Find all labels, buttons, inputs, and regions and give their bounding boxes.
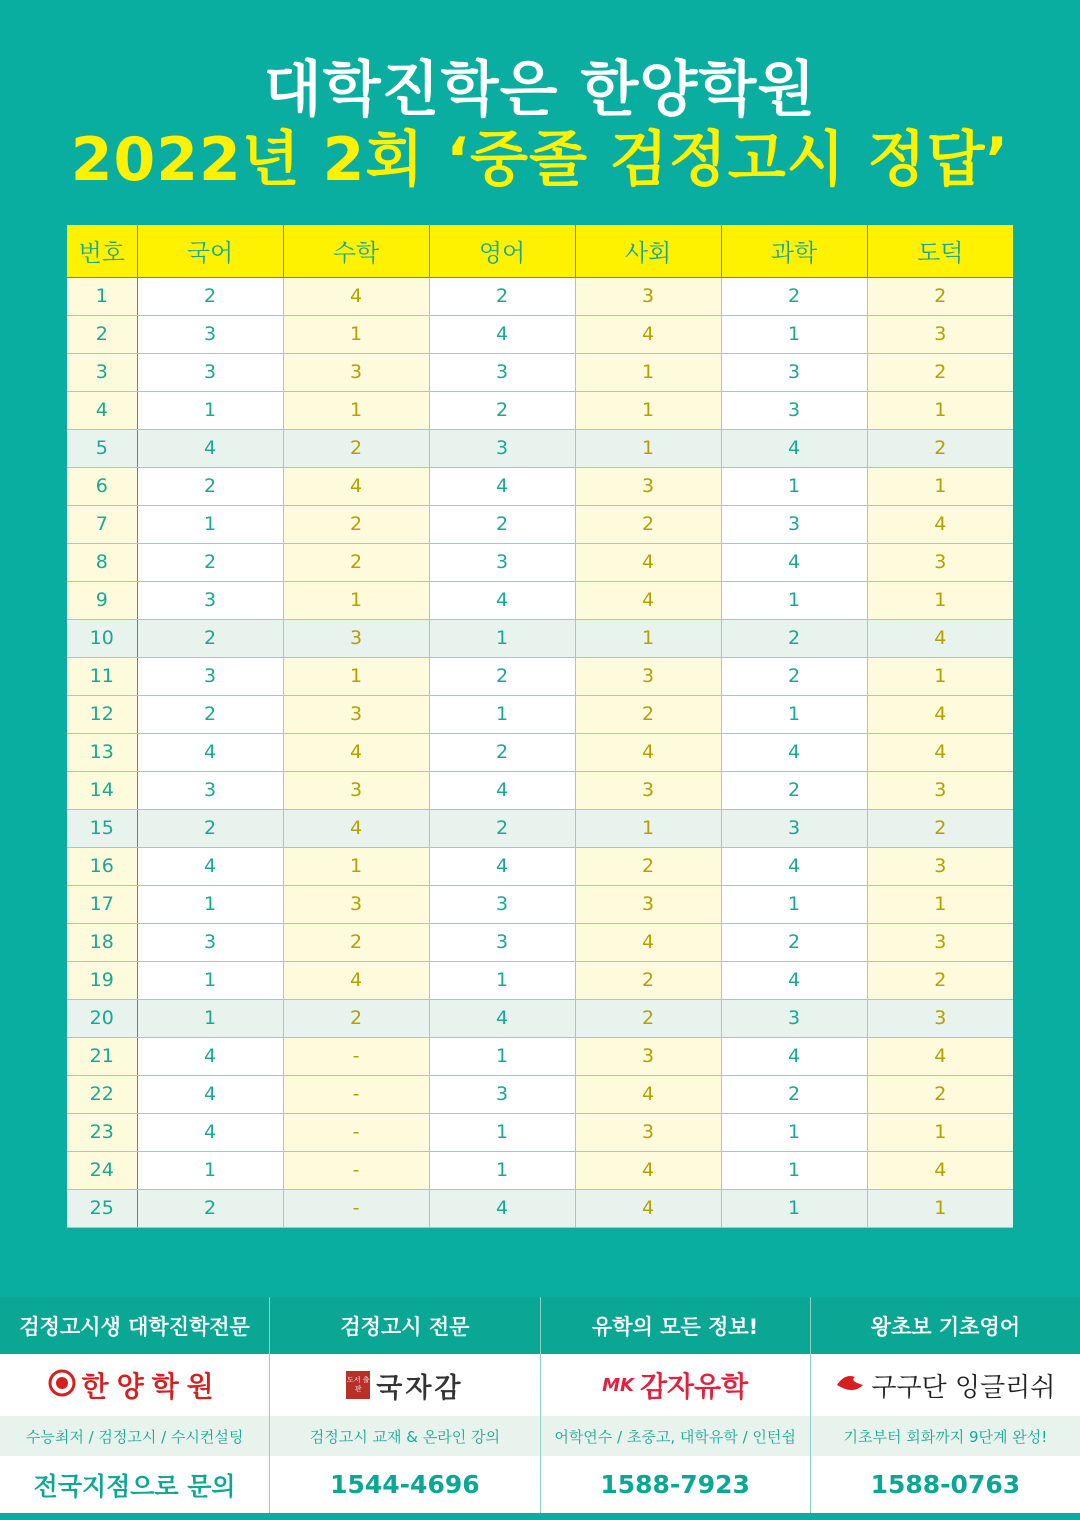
footer-desc: 기초부터 회화까지 9단계 완성! [811, 1416, 1080, 1456]
answer-cell: 3 [429, 429, 575, 467]
question-number: 23 [67, 1113, 137, 1151]
answer-cell: 3 [137, 657, 283, 695]
table-row [67, 1151, 1013, 1189]
answer-cell: 3 [575, 657, 721, 695]
answer-cell: 2 [137, 277, 283, 315]
answer-cell: 1 [575, 353, 721, 391]
question-number: 25 [67, 1189, 137, 1227]
answer-cell: 3 [867, 847, 1013, 885]
header-english: 영어 [429, 225, 575, 277]
answer-cell: 2 [137, 543, 283, 581]
answer-cell: 3 [283, 695, 429, 733]
table-row [67, 1037, 1013, 1075]
answer-cell: - [283, 1189, 429, 1227]
question-number: 6 [67, 467, 137, 505]
answer-cell: 2 [429, 277, 575, 315]
answer-cell: 4 [721, 733, 867, 771]
answer-cell: 1 [575, 429, 721, 467]
header-math: 수학 [283, 225, 429, 277]
answer-cell: - [283, 1075, 429, 1113]
answer-cell: 4 [575, 1151, 721, 1189]
question-number: 9 [67, 581, 137, 619]
footer-phone: 1588-0763 [811, 1456, 1080, 1513]
table-row [67, 733, 1013, 771]
hanyang-logo-text: 한양학원 [81, 1370, 222, 1403]
answer-cell: 1 [137, 1151, 283, 1189]
hanyang-logo [0, 1354, 269, 1416]
answer-cell: 3 [867, 315, 1013, 353]
answer-cell: 2 [867, 1075, 1013, 1113]
answer-cell: 1 [867, 1189, 1013, 1227]
answer-cell: 1 [429, 961, 575, 999]
answer-cell: 1 [283, 315, 429, 353]
table-row [67, 809, 1013, 847]
answer-cell: 2 [429, 657, 575, 695]
table-row [67, 315, 1013, 353]
table-row [67, 353, 1013, 391]
answer-cell: 2 [283, 543, 429, 581]
answer-cell: 2 [867, 809, 1013, 847]
answer-cell: 2 [429, 809, 575, 847]
answer-cell: 2 [137, 1189, 283, 1227]
answer-cell: 2 [429, 505, 575, 543]
answer-cell: 3 [721, 999, 867, 1037]
bottom-bar [0, 1513, 1080, 1520]
gamja-logo-text: 감자유학 [639, 1370, 749, 1403]
table-row [67, 961, 1013, 999]
table-header-row [67, 225, 1013, 277]
answer-cell: 1 [137, 885, 283, 923]
answer-cell: 3 [721, 809, 867, 847]
question-number: 7 [67, 505, 137, 543]
bird-icon [835, 1371, 865, 1399]
answer-cell: 3 [429, 885, 575, 923]
gamja-logo [541, 1354, 810, 1416]
answer-cell: 1 [137, 961, 283, 999]
table-row [67, 391, 1013, 429]
answer-cell: 3 [429, 543, 575, 581]
seal-icon: 도서 출판 [346, 1371, 370, 1399]
question-number: 19 [67, 961, 137, 999]
answer-cell: 3 [137, 315, 283, 353]
gugudan-logo [811, 1354, 1080, 1416]
footer-col-gugudan [811, 1297, 1080, 1513]
question-number: 4 [67, 391, 137, 429]
answer-cell: 4 [137, 1037, 283, 1075]
answer-cell: 3 [429, 923, 575, 961]
answer-cell: 3 [429, 1075, 575, 1113]
question-number: 18 [67, 923, 137, 961]
footer-heading: 왕초보 기초영어 [811, 1297, 1080, 1354]
footer-desc: 어학연수 / 초중고, 대학유학 / 인턴쉽 [541, 1416, 810, 1456]
answer-cell: 1 [575, 391, 721, 429]
answer-cell: 1 [283, 847, 429, 885]
answer-cell: 4 [429, 467, 575, 505]
gugudan-logo-text: 구구단 잉글리쉬 [871, 1372, 1056, 1403]
answer-cell: 3 [867, 543, 1013, 581]
answer-cell: 4 [137, 1075, 283, 1113]
answer-cell: 4 [429, 771, 575, 809]
answer-cell: 2 [867, 961, 1013, 999]
answer-cell: 4 [575, 923, 721, 961]
answer-cell: 3 [867, 923, 1013, 961]
answer-cell: 1 [721, 1113, 867, 1151]
answer-cell: 4 [429, 581, 575, 619]
answer-cell: 4 [867, 695, 1013, 733]
page-title: 대학진학은 한양학원 [263, 55, 817, 125]
header-number: 번호 [67, 225, 137, 277]
answer-cell: 2 [721, 619, 867, 657]
answer-cell: 2 [721, 657, 867, 695]
answer-cell: 2 [283, 923, 429, 961]
answer-cell: 4 [575, 581, 721, 619]
answer-cell: 4 [429, 315, 575, 353]
answer-cell: 3 [283, 771, 429, 809]
table-row [67, 429, 1013, 467]
answer-cell: 3 [575, 467, 721, 505]
header-korean: 국어 [137, 225, 283, 277]
question-number: 13 [67, 733, 137, 771]
answer-cell: 1 [429, 1151, 575, 1189]
answer-cell: 1 [867, 467, 1013, 505]
answer-cell: 3 [867, 999, 1013, 1037]
answer-cell: 3 [721, 353, 867, 391]
answer-cell: 1 [283, 391, 429, 429]
answer-cell: 1 [867, 391, 1013, 429]
answer-cell: 3 [575, 771, 721, 809]
answer-cell: 1 [575, 809, 721, 847]
answer-cell: 3 [137, 771, 283, 809]
answer-cell: 4 [867, 1151, 1013, 1189]
answer-cell: - [283, 1037, 429, 1075]
footer-col-gukjagam [270, 1297, 540, 1513]
footer-phone: 1588-7923 [541, 1456, 810, 1513]
footer-contact: 전국지점으로 문의 [0, 1456, 269, 1513]
answer-cell: 3 [283, 885, 429, 923]
answer-cell: 2 [721, 277, 867, 315]
question-number: 21 [67, 1037, 137, 1075]
answer-cell: 4 [867, 733, 1013, 771]
answer-cell: 2 [575, 999, 721, 1037]
footer-col-gamja [541, 1297, 811, 1513]
answer-cell: 4 [867, 1037, 1013, 1075]
answer-cell: - [283, 1151, 429, 1189]
question-number: 20 [67, 999, 137, 1037]
question-number: 10 [67, 619, 137, 657]
answer-cell: 2 [137, 695, 283, 733]
table-row [67, 1189, 1013, 1227]
answer-cell: 3 [721, 505, 867, 543]
header-ethics: 도덕 [867, 225, 1013, 277]
answer-cell: 4 [575, 1075, 721, 1113]
table-row [67, 505, 1013, 543]
table-row [67, 923, 1013, 961]
answer-cell: 4 [575, 543, 721, 581]
answer-cell: 3 [137, 923, 283, 961]
answer-cell: 2 [575, 847, 721, 885]
answer-cell: 2 [721, 923, 867, 961]
table-row [67, 581, 1013, 619]
answer-cell: 4 [283, 277, 429, 315]
answer-cell: 1 [283, 581, 429, 619]
table-row [67, 847, 1013, 885]
footer-ads [0, 1297, 1080, 1513]
answer-cell: 2 [283, 429, 429, 467]
question-number: 24 [67, 1151, 137, 1189]
table-row [67, 467, 1013, 505]
question-number: 5 [67, 429, 137, 467]
question-number: 3 [67, 353, 137, 391]
footer-heading: 검정고시 전문 [270, 1297, 539, 1354]
question-number: 8 [67, 543, 137, 581]
footer-phone: 1544-4696 [270, 1456, 539, 1513]
answer-cell: 2 [137, 467, 283, 505]
answer-cell: 2 [575, 505, 721, 543]
answer-cell: 2 [721, 1075, 867, 1113]
answer-cell: 1 [867, 885, 1013, 923]
answer-cell: 1 [721, 581, 867, 619]
answer-cell: 1 [137, 505, 283, 543]
answer-cell: 4 [721, 1037, 867, 1075]
answer-cell: 1 [429, 619, 575, 657]
gukjagam-logo-text: 국자감 [376, 1372, 464, 1404]
answer-cell: 4 [283, 733, 429, 771]
answer-cell: 2 [867, 429, 1013, 467]
answer-cell: 1 [721, 885, 867, 923]
answer-cell: 1 [721, 695, 867, 733]
question-number: 14 [67, 771, 137, 809]
answer-cell: 4 [137, 429, 283, 467]
answer-cell: 1 [867, 1113, 1013, 1151]
answer-cell: 4 [137, 733, 283, 771]
answer-cell: 2 [283, 505, 429, 543]
answer-cell: 1 [721, 1189, 867, 1227]
answer-cell: 4 [721, 961, 867, 999]
answer-cell: 4 [575, 733, 721, 771]
page-subtitle: 2022년 2회 ‘중졸 검정고시 정답’ [70, 125, 1010, 195]
answer-cell: 3 [575, 1037, 721, 1075]
answer-cell: 4 [721, 429, 867, 467]
answer-cell: 4 [137, 1113, 283, 1151]
answer-cell: 4 [867, 505, 1013, 543]
answer-cell: 1 [429, 695, 575, 733]
answer-cell: 3 [429, 353, 575, 391]
answer-cell: 3 [137, 353, 283, 391]
header-science: 과학 [721, 225, 867, 277]
answer-cell: 3 [283, 353, 429, 391]
hanyang-emblem-icon [48, 1369, 76, 1401]
answer-cell: 4 [575, 1189, 721, 1227]
question-number: 2 [67, 315, 137, 353]
answer-cell: 2 [137, 619, 283, 657]
answer-cell: 2 [575, 695, 721, 733]
question-number: 1 [67, 277, 137, 315]
footer-desc: 검정고시 교재 & 온라인 강의 [270, 1416, 539, 1456]
answer-cell: 3 [137, 581, 283, 619]
answer-cell: 1 [283, 657, 429, 695]
answer-cell: 2 [867, 277, 1013, 315]
answer-cell: 1 [429, 1113, 575, 1151]
answer-cell: 1 [721, 467, 867, 505]
answer-cell: 2 [429, 391, 575, 429]
answer-cell: 3 [867, 771, 1013, 809]
answer-cell: 2 [283, 999, 429, 1037]
answer-cell: 1 [867, 657, 1013, 695]
answer-cell: 1 [137, 391, 283, 429]
answer-cell: - [283, 1113, 429, 1151]
answer-cell: 4 [429, 1189, 575, 1227]
answer-cell: 1 [867, 581, 1013, 619]
footer-col-hanyang [0, 1297, 270, 1513]
answer-cell: 1 [575, 619, 721, 657]
table-row [67, 657, 1013, 695]
table-row [67, 771, 1013, 809]
answer-cell: 3 [575, 277, 721, 315]
answer-cell: 4 [429, 847, 575, 885]
table-row [67, 885, 1013, 923]
answer-cell: 3 [575, 885, 721, 923]
question-number: 11 [67, 657, 137, 695]
table-row [67, 999, 1013, 1037]
answer-cell: 3 [721, 391, 867, 429]
answer-cell: 3 [575, 1113, 721, 1151]
answer-cell: 4 [283, 961, 429, 999]
answer-cell: 2 [721, 771, 867, 809]
table-row [67, 1113, 1013, 1151]
footer-heading: 검정고시생 대학진학전문 [0, 1297, 269, 1354]
question-number: 12 [67, 695, 137, 733]
answer-cell: 2 [137, 809, 283, 847]
answer-table [67, 225, 1013, 1228]
answer-cell: 2 [867, 353, 1013, 391]
answer-cell: 4 [283, 809, 429, 847]
table-row [67, 1075, 1013, 1113]
answer-cell: 4 [721, 543, 867, 581]
answer-cell: 1 [721, 315, 867, 353]
table-row [67, 277, 1013, 315]
answer-cell: 4 [721, 847, 867, 885]
gukjagam-logo [270, 1354, 539, 1416]
answer-cell: 4 [137, 847, 283, 885]
question-number: 15 [67, 809, 137, 847]
answer-cell: 4 [283, 467, 429, 505]
answer-cell: 2 [575, 961, 721, 999]
table-row [67, 619, 1013, 657]
answer-cell: 4 [429, 999, 575, 1037]
answer-cell: 1 [137, 999, 283, 1037]
table-row [67, 543, 1013, 581]
answer-cell: 1 [721, 1151, 867, 1189]
answer-cell: 4 [575, 315, 721, 353]
question-number: 22 [67, 1075, 137, 1113]
footer-heading: 유학의 모든 정보! [541, 1297, 810, 1354]
header-social: 사회 [575, 225, 721, 277]
mk-logo-mark: MK [602, 1374, 634, 1396]
answer-cell: 3 [283, 619, 429, 657]
question-number: 16 [67, 847, 137, 885]
table-row [67, 695, 1013, 733]
answer-cell: 4 [867, 619, 1013, 657]
question-number: 17 [67, 885, 137, 923]
footer-desc: 수능최저 / 검정고시 / 수시컨설팅 [0, 1416, 269, 1456]
answer-cell: 1 [429, 1037, 575, 1075]
answer-cell: 2 [429, 733, 575, 771]
